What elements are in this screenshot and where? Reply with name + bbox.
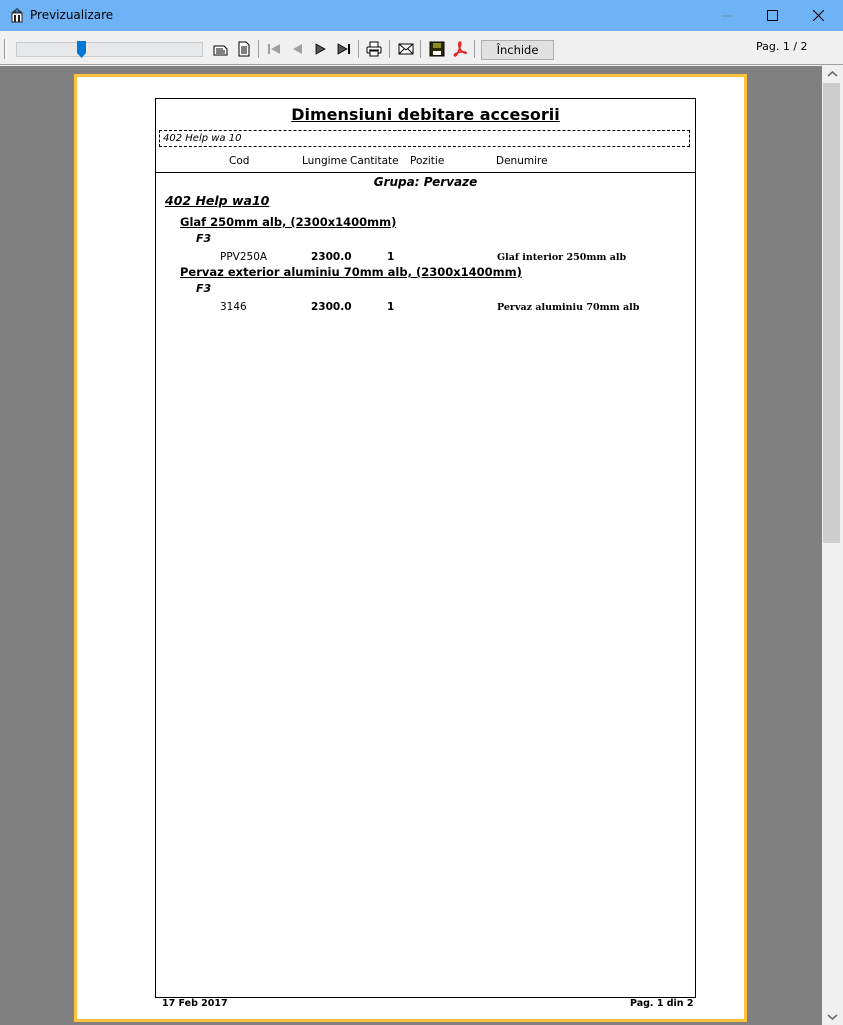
pdf-icon[interactable]: [452, 41, 468, 57]
minimize-icon: [722, 11, 732, 21]
page-indicator: Pag. 1 / 2: [756, 40, 808, 53]
scrollbar-thumb[interactable]: [823, 83, 840, 543]
item-length: 2300.0: [311, 301, 352, 313]
maximize-icon: [767, 10, 778, 21]
whole-page-icon[interactable]: [236, 41, 252, 57]
column-header-cantitate: Cantitate: [350, 155, 399, 167]
toolbar-separator: [258, 40, 259, 58]
title-bar[interactable]: [0, 0, 843, 31]
toolbar-grip[interactable]: [4, 39, 7, 59]
close-preview-button[interactable]: Închide: [481, 40, 554, 60]
window-title: Previzualizare: [30, 8, 114, 22]
column-header-pozitie: Pozitie: [410, 155, 445, 167]
project-heading: 402 Help wa10: [165, 193, 270, 208]
app-icon: [10, 7, 24, 23]
email-icon[interactable]: [398, 41, 414, 57]
item-title: Pervaz exterior aluminiu 70mm alb, (2300x1400mm): [180, 265, 522, 279]
item-quantity: 1: [387, 251, 395, 263]
item-length: 2300.0: [311, 251, 352, 263]
report-title: Dimensiuni debitare accesorii: [291, 105, 560, 124]
first-page-icon[interactable]: [266, 41, 282, 57]
page-width-icon[interactable]: [213, 41, 229, 57]
toolbar-separator: [358, 40, 359, 58]
toolbar-separator: [474, 40, 475, 58]
column-header-denumire: Denumire: [496, 155, 548, 167]
footer-page: Pag. 1 din 2: [630, 998, 694, 1009]
item-position: F3: [196, 232, 212, 245]
item-name: Pervaz aluminiu 70mm alb: [497, 302, 640, 313]
zoom-slider[interactable]: [16, 42, 203, 57]
scroll-up-arrow-icon[interactable]: [822, 66, 843, 83]
toolbar-separator: [420, 40, 421, 58]
save-icon[interactable]: [429, 41, 445, 57]
prev-page-icon[interactable]: [290, 41, 306, 57]
footer-date: 17 Feb 2017: [162, 998, 228, 1009]
column-header-cod: Cod: [229, 155, 250, 167]
column-header-lungime: Lungime: [302, 155, 348, 167]
minimize-button[interactable]: [704, 0, 750, 31]
item-title: Glaf 250mm alb, (2300x1400mm): [180, 215, 397, 229]
zoom-slider-thumb[interactable]: [77, 41, 86, 58]
print-icon[interactable]: [366, 41, 382, 57]
item-position: F3: [196, 282, 212, 295]
close-icon: [813, 10, 824, 21]
group-heading: Grupa: Pervaze: [373, 175, 478, 189]
vertical-scrollbar[interactable]: [822, 66, 843, 1025]
report-filter: 402 Help wa 10: [159, 130, 690, 147]
item-code: PPV250A: [220, 251, 268, 263]
scroll-down-arrow-icon[interactable]: [822, 1008, 843, 1025]
toolbar-separator: [389, 40, 390, 58]
item-quantity: 1: [387, 301, 395, 313]
header-divider: [156, 172, 695, 173]
close-window-button[interactable]: [795, 0, 841, 31]
item-code: 3146: [220, 301, 247, 313]
item-name: Glaf interior 250mm alb: [497, 252, 627, 263]
maximize-button[interactable]: [749, 0, 795, 31]
next-page-icon[interactable]: [313, 41, 329, 57]
last-page-icon[interactable]: [336, 41, 352, 57]
report-frame: [155, 98, 696, 998]
